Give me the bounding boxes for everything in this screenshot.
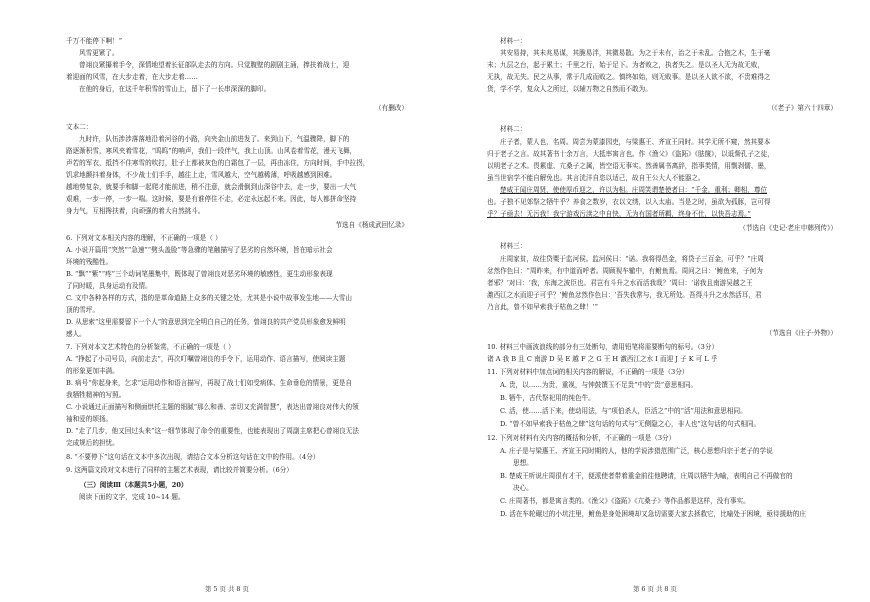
- source-note: （节选自《庄子·外物》）: [765, 329, 837, 337]
- text-line: 声若的军衣，抵挡不住寒雪的吹打，肚子上都被灰色的白霜包了一层，再由冻住，方向时间，手中拉拐，: [66, 159, 370, 167]
- option-line: D. “走了几步，他又回过头来”这一细节体现了命令的重要性，也能表现出了周副主席把心曾翊良无法: [66, 427, 359, 435]
- option-line: 我牺牲精神的写照。: [66, 391, 126, 399]
- option-line: 思想。: [513, 459, 533, 467]
- question-8: 8. “不要停下”这句话在文本中多次出现，请结合文本分析这句话在文中的作用。（4分）: [66, 453, 320, 461]
- text-line: 乃言此，曾不如早索我于枯鱼之肆！’”: [487, 303, 598, 311]
- source-note: （有删改）: [375, 104, 408, 112]
- text-line: 越地势复杂，就要手和脚一起爬才能前进，稍不注意，就会滑倒到山深谷中去，走一步，要出一大气: [66, 183, 357, 191]
- option-line: C. 文中各种各样的方式，指的是革命道路上众多的关键之处，尤其是小说中故事发生地——大雪山: [66, 294, 352, 302]
- option-line: C. 庄周著书，都是寓言类的。《渔父》《盗跖》《亢桑子》等作品都是这样，没有事实。: [500, 497, 750, 505]
- section-heading: （三）阅读Ⅲ（本题共5小题，20）: [80, 481, 188, 489]
- option-line: 了同时暖，具身运动有及情。: [66, 282, 152, 290]
- text-line: 在他的身后，在这千年积雪的雪山上，留下了一长串深深的脚印。: [79, 85, 271, 93]
- answer-line: 诸 A 我 B 且 C 南游 D 吴 E 越 F 之 G 王 H 激西江之水 I 而迎 J 子 K 可 L 乎: [487, 355, 718, 363]
- text-line: 庄子者，蒙人也，名周。周尝为蒙漆园吏，与梁惠王、齐宣王同时。其学无所不窥，然其要本: [500, 138, 771, 146]
- option-line: 环境的残酷性。: [66, 258, 113, 266]
- option-line: 决心。: [513, 484, 533, 492]
- text-line: 货，学不学，复众人之所过，以辅万物之自然而不敢为。: [487, 85, 652, 93]
- text-line: 者邪？’对曰：‘我，东海之波臣也。君岂有斗升之水而活我哉？’周曰：‘诺我且南游吴越之王: [487, 279, 753, 287]
- section-label: 文本二：: [66, 123, 93, 131]
- source-note: 节选自《杨成武回忆录》: [335, 221, 408, 229]
- text-line: 着迎面的风雪，在大步走着，在大步走着……: [66, 73, 198, 81]
- text-line: 也。子独不见郊祭之牺牛乎？养食之数岁，衣以文绣，以入太庙。当是之时，虽欲为孤豚，岂可得: [487, 198, 771, 206]
- question-10: 10. 材料三中画波浪线的部分有三处断句，请用铅笔将需要断句的标号。（3分）: [487, 343, 719, 351]
- question-9: 9. 这两篇文段对文本进行了同样的主题艺术表现，请比较并简要分析。（6分）: [66, 466, 293, 474]
- text-line: 忿然作色曰：“周昨来，有中道而呼者。周顾视车辙中，有鲋鱼焉。周问之曰：‘鲋鱼来，子何为: [487, 267, 763, 275]
- option-line: 感人。: [66, 330, 86, 338]
- text-line: 庄周家贫，故往贷粟于监河侯。监河侯曰：“诺。我将得邑金，将贷子三百金，可乎？”庄周: [500, 255, 764, 263]
- text-line: 路逐渐积雪，寒风夹着雪花，“呜呜”的响声，我们一段伴气，我上山顶。山风卷着雪花，漫天飞舞，: [66, 147, 357, 155]
- text-line: 风雪更紧了。: [79, 49, 119, 57]
- option-line: B. 牺牛，古代祭祀用的纯色牛。: [500, 394, 595, 402]
- text-line: 激西江之水而迎子可乎？’鲋鱼忿然作色曰：‘吾失我常与，我无所处。吾得斗升之水然活耳，君: [487, 291, 762, 299]
- question-7: 7. 下列对本文艺术特色的分析鉴赏，不正确的一项是（ ）: [66, 343, 235, 351]
- question-12: 12. 下列对材料有关内容的概括和分析，不正确的一项是（3分）: [487, 434, 676, 442]
- text-line: 千万不能停下啊！”: [66, 37, 123, 45]
- option-line: A. 庄子是与梁惠王、齐宣王同时期的人，他的学说涉猎范围广泛，核心思想归宗于老子的学说: [500, 447, 773, 455]
- source-note: （节选自《史记·老庄申韩列传》）: [739, 224, 837, 232]
- text-line: 艰难，一步一停，一步一喘。这时候，要是有谁停住不走，必定永远起不来。因此，每人都拼命坚持: [66, 195, 357, 203]
- text-line: 无执，故无失。民之从事，常于几成而败之。慎终如始，则无败事。是以圣人欲不欲，不贵难得之: [487, 73, 771, 81]
- option-line: 顶的雪坪。: [66, 306, 99, 314]
- page-footer-left: 第 5 页 共 8 页: [205, 585, 249, 593]
- text-line: 虽当世宿学不能自解免也。其言洸洋自恣以适己，故自王公大人不能器之。: [487, 174, 705, 182]
- text-line: 乎？子亟去！无污我！我宁游戏污渎之中自快，无为有国者所羁，终身不仕，以快吾志焉。”: [487, 210, 751, 218]
- option-line: B. 楚威王听说庄周很有才干，便派使者带着重金前往他聘请，庄周以牺牛为喻，表明自己不再做官的: [500, 472, 793, 480]
- text-line: 楚威王闻庄周贤，使使厚币迎之，许以为相。庄周笑谓楚使者曰：“千金，重利；卿相，尊位: [500, 186, 768, 194]
- option-line: B. “飘”“紫”“疼”三个动词笔墨集中，既体现了曾翊良对恶劣环境的敏感性，更生动形象表现: [66, 270, 333, 278]
- option-line: A. 小说开篇用“突然”“急速”“劈头盖脸”等急骤的笔触描写了恶劣的自然环境，旨在暗示社会: [66, 246, 333, 254]
- option-line: 的形象更加丰满。: [66, 367, 119, 375]
- text-line: 其安易持，其未兆易谋，其脆易泮，其微易散。为之于未有，治之于未乱。合抱之木，生于毫: [500, 49, 771, 57]
- option-line: D. 活在车轮碾过的小坑注里，鲋鱼是身处困境却又急切需要大家去拯救它，比喻处于困境，亟待援助的庄: [500, 510, 806, 518]
- option-line: C. 小说通过正面描写和侧面烘托主题的细腻“那么和善、亲切又充满智慧”，表达出曾翊良对伟大的领: [66, 403, 359, 411]
- section-label: 材料三：: [500, 242, 527, 250]
- instruction-line: 阅读下面的文字，完成 10~14 题。: [79, 493, 185, 501]
- page-footer-right: 第 6 页 共 8 页: [633, 585, 677, 593]
- text-line: 曾翊良紧攥着手令，深情地望着长征部队走去的方向。只觉腹壁的剧剧主涌，捧扶着战士，迎: [79, 61, 350, 69]
- option-line: C. 活，使……活下来，使动用法，与“项伯杀人，臣活之”中的“活”用法和意思相同。: [500, 407, 747, 415]
- option-line: B. 病号“你起身来，乞求”运用动作和语言描写，再现了战士们如受病体、生命垂危的情景，更是自: [66, 379, 353, 387]
- question-11: 11. 下列对材料中加点词的相关内容的解说，不正确的一项是（3分）: [487, 368, 689, 376]
- option-line: 袖和爱的颂扬。: [66, 415, 113, 423]
- section-label: 材料一：: [500, 37, 527, 45]
- text-line: 末；九层之台，起于累土；千里之行，始于足下。为者败之，执者失之。是以圣人无为故无败，: [487, 61, 764, 69]
- option-line: 完成规后的担忧。: [66, 439, 119, 447]
- source-note: （《老子》第六十四章）: [767, 104, 837, 112]
- text-line: 九时许，队伍涉涉落落地沿着河谷的小路，向夹金山前进发了。来到山下，气温骤降，脚下的: [79, 135, 350, 143]
- option-line: D. 从思索“这里需要留下一个人”的意思到完全明白自己的任务，曾翊良的共产党员形象愈发鲜明: [66, 318, 346, 326]
- text-line: 身力气，互相搀扶着，向顽强的着大自然挑斗。: [66, 207, 205, 215]
- option-line: A. 贵，以……为贵，重视，与钟鼓馔玉不足贵”中的“贵”意思相同。: [500, 381, 698, 389]
- section-label: 材料二：: [500, 125, 527, 133]
- option-line: D. “曾不如早索我于枯鱼之肆”这句话的句式与“无侧隐之心，非人也”这句话的句式相同。: [500, 420, 761, 428]
- text-line: 饥求地颤抖着身体，不少战士们手手，越往上走，雪风越大，空气越稀薄，呼吸越感到困难。: [66, 171, 337, 179]
- text-line: 以明老子之术。畏累虚、亢桑子之属，皆空语无事实。然善属书离辞，指事类情，用剽剥儒、墨，: [487, 162, 771, 170]
- option-line: A. “挣起了小司号员，向前走去”，再次叮嘱曾翊良的手令下，运用动作、语言描写，使阅读主题: [66, 355, 346, 363]
- text-line: 归于老子之言。故其著书十余万言，大抵率寓言也。作《渔父》《盗跖》《胠箧》，以诋訾孔子之徒，: [487, 150, 774, 158]
- question-6: 6. 下列对文本相关内容的理解，不正确的一项是（ ）: [66, 234, 222, 242]
